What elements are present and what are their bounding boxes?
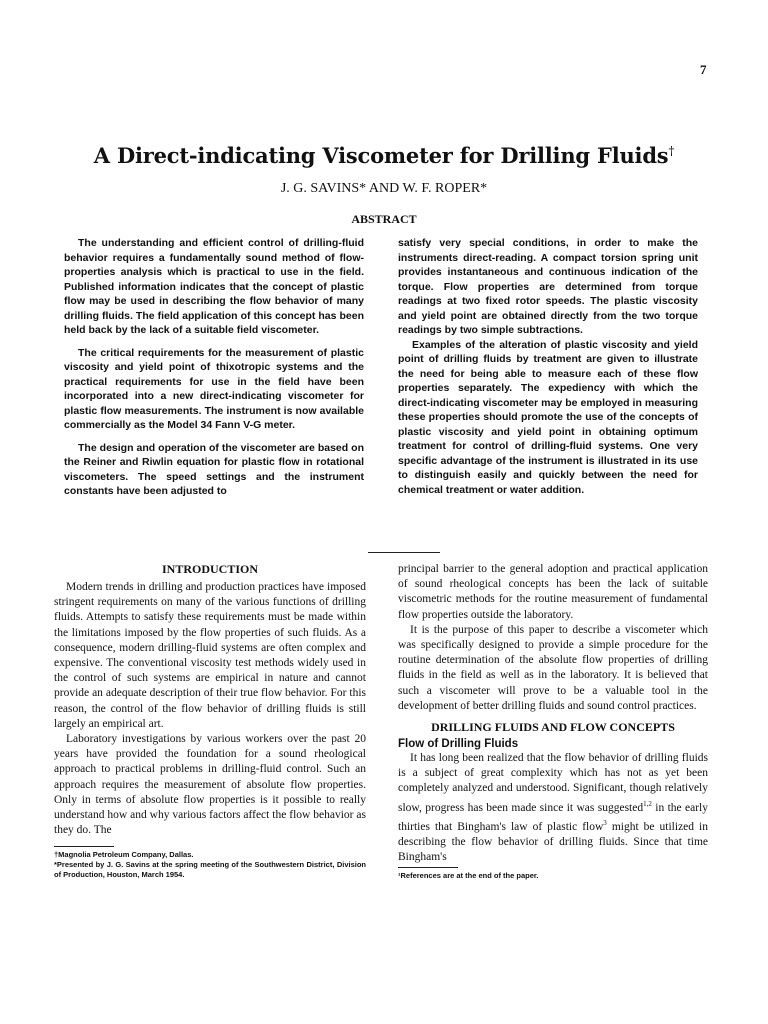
subsection-heading: Flow of Drilling Fluids: [398, 738, 519, 751]
body-text: It has long been realized that the flow behavior of drilling fluids is a subject of great complexity which has not as yet been completely analyzed and understood. Significant, though relatively slow, progress has been made since it was suggested: [398, 752, 708, 814]
body-paragraph: principal barrier to the general adoption and practical application of sound rheological concepts has been the lack of suitable viscometric methods for the routine measurement of fundamental flow properties outside the laboratory.: [398, 563, 708, 621]
abstract-heading: ABSTRACT: [351, 212, 417, 226]
reference-marker: 1,2: [643, 799, 652, 808]
body-text: might be utilized in describing the flow behavior of drilling fluids. Since that time Bingham's: [398, 820, 708, 863]
body-paragraph: It is the purpose of this paper to describe a viscometer which was specifically designed to provide a simple procedure for the routine determination of the absolute flow properties of drilling fluids in the field as well as in the laboratory. It is believed that such a viscometer will prove to be a valuable tool in the development of better drilling fluids and sound control practices.: [398, 623, 708, 712]
body-paragraph: [398, 751, 708, 865]
abstract-paragraph: The critical requirements for the measurement of plastic viscosity and yield point of thixotropic systems and the practical requirements for use in the field have been incorporated into a new direct-indicating viscometer for plastic flow measurements. The instrument is now available commercially as the Model 34 Fann V-G meter.: [64, 346, 364, 431]
footnote-rule: [398, 867, 458, 868]
title-dagger-mark: †: [668, 144, 675, 158]
body-paragraph: Modern trends in drilling and production practices have imposed stringent requirements on many of the various functions of drilling fluids. Attempts to satisfy these requirements must be made within the limitations imposed by the flow properties of such fluids. As a consequence, modern drilling-fluid systems are often complex and expensive. The conventional viscosity test methods widely used in the control of such systems are empirical in nature and cannot provide an adequate description of their true flow behavior. For this reason, the control of the flow behavior of drilling fluids is still largely an empirical art.: [54, 581, 366, 730]
footnote-references: ¹References are at the end of the paper.: [398, 871, 539, 881]
body-right-column: [398, 562, 708, 881]
title-text: A Direct-indicating Viscometer for Drilling Fluids: [93, 143, 669, 168]
footnote-affiliation: †Magnolia Petroleum Company, Dallas.: [54, 850, 194, 860]
section-heading: DRILLING FLUIDS AND FLOW CONCEPTS: [431, 720, 675, 735]
paper-title: [0, 143, 768, 168]
body-text: in the early thirties that Bingham's law of plastic flow: [398, 801, 708, 833]
abstract-paragraph: The understanding and efficient control of drilling-fluid behavior requires a fundamentally sound method of flow-properties analysis which is practical to use in the field. Published information indicates that the concept of plastic flow may be used in describing the flow behavior of many drilling fluids. The field application of this concept has been held back by the lack of a suitable field viscometer.: [64, 237, 364, 336]
reference-marker: 3: [603, 818, 607, 827]
authors-line: J. G. SAVINS* AND W. F. ROPER*: [280, 181, 488, 196]
page-number: 7: [700, 62, 707, 77]
abstract-paragraph: Examples of the alteration of plastic viscosity and yield point of drilling fluids by treatment are given to illustrate the need for being able to measure each of these flow properties separately. The expediency with which the direct-indicating viscometer may be employed in measuring these properties should promote the use of the concepts of plastic viscosity and yield point in obtaining optimum treatment for control of drilling-fluid systems. One very specific advantage of the instrument is illustrated in its use to distinguish easily and quickly between the need for chemical treatment or water addition.: [398, 338, 698, 496]
body-left-column: [54, 562, 366, 880]
section-divider: [368, 552, 440, 553]
abstract-paragraph: The design and operation of the viscometer are based on the Reiner and Riwlin equation for plastic flow in rotational viscometers. The speed settings and the instrument constants have been adjusted to: [64, 441, 364, 497]
footnote-rule: [54, 846, 114, 847]
abstract-paragraph: satisfy very special conditions, in order to make the instruments direct-reading. A compact torsion spring unit provides instantaneous and continuous indication of the torque. Flow properties are determined from torque readings at two fixed rotor speeds. The plastic viscosity and yield point are obtained directly from the two torque readings by two simple subtractions.: [398, 237, 698, 336]
introduction-heading: INTRODUCTION: [161, 562, 258, 576]
footnote-presentation: *Presented by J. G. Savins at the spring meeting of the Southwestern District, Division of Production, Houston, March 1954.: [54, 860, 366, 880]
body-paragraph: Laboratory investigations by various workers over the past 20 years have provided the foundation for a sound rheological approach to practical problems in drilling-fluid control. Such an approach requires the measurement of absolute flow properties. Only in terms of absolute flow properties is it possible to really understand how and why various factors affect the flow behavior as they do. The: [54, 733, 366, 837]
abstract-left-column: [64, 236, 364, 507]
abstract-right-column: [398, 236, 698, 505]
